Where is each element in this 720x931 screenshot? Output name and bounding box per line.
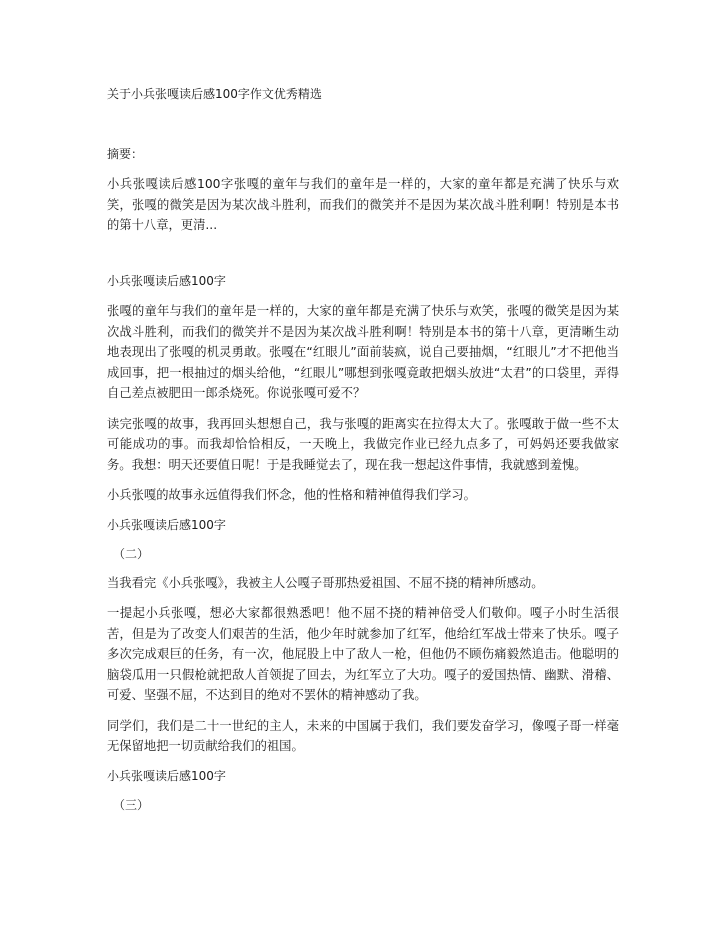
section-heading: 小兵张嘎读后感100字	[107, 768, 226, 783]
part-marker: （三）	[113, 797, 150, 812]
document-title: 关于小兵张嘎读后感100字作文优秀精选	[107, 87, 322, 101]
paragraph: 当我看完《小兵张嘎》，我被主人公嘎子哥那热爱祖国、不屈不挠的精神所感动。	[107, 575, 544, 590]
part-marker: （二）	[113, 546, 150, 561]
section-heading: 小兵张嘎读后感100字	[107, 517, 226, 532]
body-content	[107, 272, 619, 824]
abstract-text: 小兵张嘎读后感100字张嘎的童年与我们的童年是一样的，大家的童年都是充满了快乐与欢笑，张嘎的微笑是因为某次战斗胜利，而我们的微笑并不是因为某次战斗胜利啊！特别是本书的第十八章，更清...	[107, 177, 619, 232]
paragraph: 小兵张嘎的故事永远值得我们怀念，他的性格和精神值得我们学习。	[107, 488, 476, 502]
paragraph: 同学们，我们是二十一世纪的主人，未来的中国属于我们，我们要发奋学习，像嘎子哥一样毫无保留地把一切贡献给我们的祖国。	[107, 718, 619, 753]
paragraph: 一提起小兵张嘎，想必大家都很熟悉吧！他不屈不挠的精神倍受人们敬仰。嘎子小时生活很苦，但是为了改变人们艰苦的生活，他少年时就参加了红军，他给红军战士带来了快乐。嘎子多次完成艰巨的任务，有一次，他屁股上中了敌人一枪，但他仍不顾伤痛毅然追击。他聪明的脑袋瓜用一只假枪就把敌人首领捉了回去，为红军立了大功。嘎子的爱国热情、幽默、滑稽、可爱、坚强不屈，不达到目的绝对不罢休的精神感动了我。	[107, 606, 619, 702]
section-1	[107, 272, 619, 506]
section-2	[107, 516, 619, 757]
paragraph: 读完张嘎的故事，我再回头想想自己，我与张嘎的距离实在拉得太大了。张嘎敢于做一些不太可能成功的事。而我却恰恰相反，一天晚上，我做完作业已经九点多了，可妈妈还要我做家务。我想：明天还要值日呢！于是我睡觉去了，现在我一想起这件事情，我就感到羞愧。	[107, 416, 619, 472]
paragraph: 张嘎的童年与我们的童年是一样的，大家的童年都是充满了快乐与欢笑，张嘎的微笑是因为某次战斗胜利，而我们的微笑并不是因为某次战斗胜利啊！特别是本书的第十八章，更清晰生动地表现出了张嘎的机灵勇敢。张嘎在“红眼儿”面前装疯，说自己要抽烟，“红眼儿”才不把他当成回事，把一根抽过的烟头给他，“红眼儿”哪想到张嘎竟敢把烟头放进“太君”的口袋里，弄得自己差点被肥田一郎杀烧死。你说张嘎可爱不？	[107, 304, 619, 400]
abstract-label: 摘要：	[107, 147, 144, 161]
section-3	[107, 767, 619, 814]
section-heading: 小兵张嘎读后感100字	[107, 274, 226, 288]
